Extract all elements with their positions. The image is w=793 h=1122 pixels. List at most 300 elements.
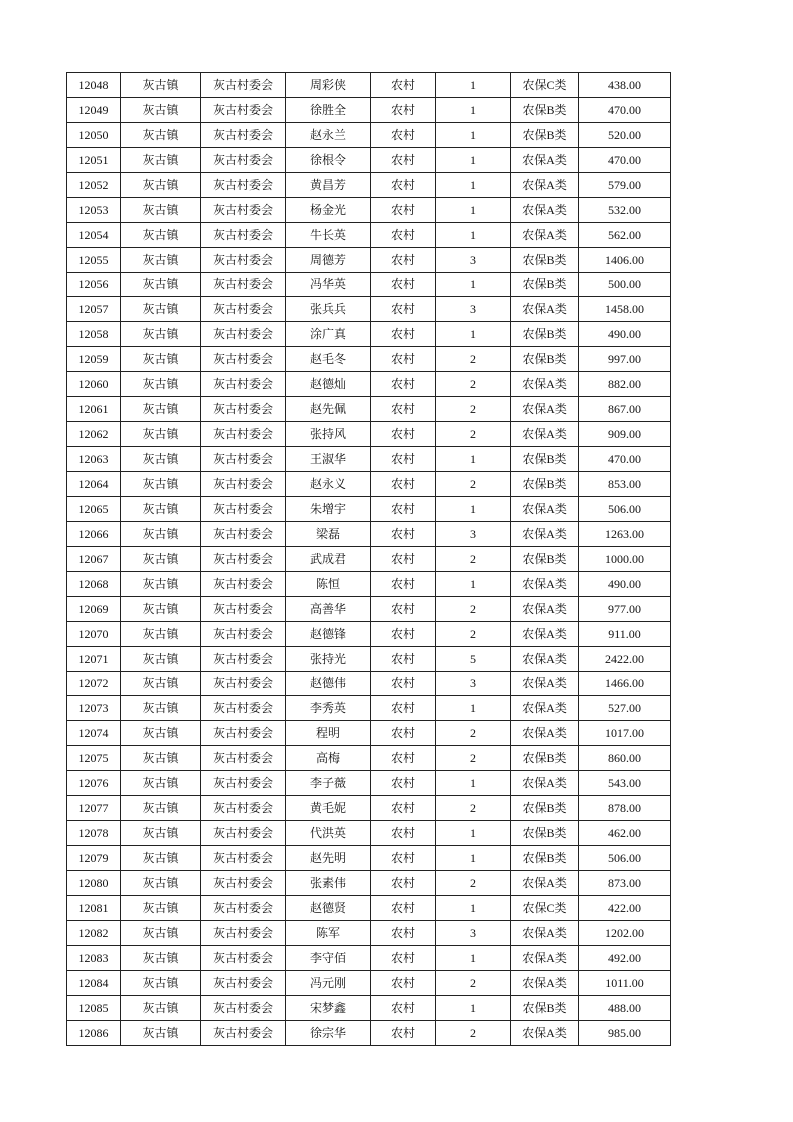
table-body [67, 73, 671, 1046]
household-size-cell: 2 [436, 397, 511, 422]
household-size-cell: 1 [436, 122, 511, 147]
village-committee-cell: 灰古村委会 [201, 796, 286, 821]
village-committee-cell: 灰古村委会 [201, 372, 286, 397]
town-cell: 灰古镇 [121, 122, 201, 147]
town-cell: 灰古镇 [121, 297, 201, 322]
insurance-category-cell: 农保B类 [511, 472, 579, 497]
town-cell: 灰古镇 [121, 796, 201, 821]
village-committee-cell: 灰古村委会 [201, 846, 286, 871]
town-cell: 灰古镇 [121, 147, 201, 172]
insurance-category-cell: 农保B类 [511, 447, 579, 472]
name-cell: 高善华 [286, 596, 371, 621]
table-row [67, 796, 671, 821]
household-size-cell: 2 [436, 1020, 511, 1045]
household-size-cell: 1 [436, 496, 511, 521]
household-size-cell: 2 [436, 347, 511, 372]
amount-cell: 1458.00 [579, 297, 671, 322]
amount-cell: 470.00 [579, 97, 671, 122]
village-committee-cell: 灰古村委会 [201, 895, 286, 920]
name-cell: 牛长英 [286, 222, 371, 247]
name-cell: 赵德伟 [286, 671, 371, 696]
household-type-cell: 农村 [371, 970, 436, 995]
household-type-cell: 农村 [371, 821, 436, 846]
household-size-cell: 1 [436, 447, 511, 472]
town-cell: 灰古镇 [121, 621, 201, 646]
town-cell: 灰古镇 [121, 846, 201, 871]
record-id-cell: 12051 [67, 147, 121, 172]
town-cell: 灰古镇 [121, 222, 201, 247]
town-cell: 灰古镇 [121, 496, 201, 521]
household-size-cell: 1 [436, 995, 511, 1020]
town-cell: 灰古镇 [121, 646, 201, 671]
amount-cell: 490.00 [579, 322, 671, 347]
amount-cell: 490.00 [579, 571, 671, 596]
records-table [66, 72, 671, 1046]
insurance-category-cell: 农保A类 [511, 521, 579, 546]
amount-cell: 853.00 [579, 472, 671, 497]
record-id-cell: 12059 [67, 347, 121, 372]
household-type-cell: 农村 [371, 995, 436, 1020]
table-row [67, 920, 671, 945]
insurance-category-cell: 农保B类 [511, 846, 579, 871]
record-id-cell: 12057 [67, 297, 121, 322]
household-type-cell: 农村 [371, 197, 436, 222]
table-row [67, 172, 671, 197]
household-size-cell: 3 [436, 297, 511, 322]
record-id-cell: 12075 [67, 746, 121, 771]
village-committee-cell: 灰古村委会 [201, 945, 286, 970]
town-cell: 灰古镇 [121, 1020, 201, 1045]
name-cell: 武成君 [286, 546, 371, 571]
household-type-cell: 农村 [371, 222, 436, 247]
record-id-cell: 12063 [67, 447, 121, 472]
name-cell: 张素伟 [286, 871, 371, 896]
village-committee-cell: 灰古村委会 [201, 347, 286, 372]
name-cell: 李秀英 [286, 696, 371, 721]
record-id-cell: 12074 [67, 721, 121, 746]
town-cell: 灰古镇 [121, 995, 201, 1020]
table-row [67, 347, 671, 372]
village-committee-cell: 灰古村委会 [201, 197, 286, 222]
insurance-category-cell: 农保A类 [511, 945, 579, 970]
household-size-cell: 2 [436, 796, 511, 821]
amount-cell: 470.00 [579, 147, 671, 172]
household-type-cell: 农村 [371, 571, 436, 596]
town-cell: 灰古镇 [121, 322, 201, 347]
insurance-category-cell: 农保A类 [511, 920, 579, 945]
record-id-cell: 12079 [67, 846, 121, 871]
household-type-cell: 农村 [371, 871, 436, 896]
record-id-cell: 12081 [67, 895, 121, 920]
name-cell: 赵德贤 [286, 895, 371, 920]
amount-cell: 1406.00 [579, 247, 671, 272]
insurance-category-cell: 农保A类 [511, 871, 579, 896]
household-type-cell: 农村 [371, 521, 436, 546]
name-cell: 宋梦鑫 [286, 995, 371, 1020]
household-size-cell: 3 [436, 671, 511, 696]
household-size-cell: 1 [436, 821, 511, 846]
name-cell: 徐宗华 [286, 1020, 371, 1045]
record-id-cell: 12055 [67, 247, 121, 272]
table-row [67, 995, 671, 1020]
name-cell: 徐根令 [286, 147, 371, 172]
record-id-cell: 12068 [67, 571, 121, 596]
town-cell: 灰古镇 [121, 521, 201, 546]
household-size-cell: 1 [436, 571, 511, 596]
household-size-cell: 1 [436, 97, 511, 122]
household-type-cell: 农村 [371, 322, 436, 347]
household-size-cell: 2 [436, 472, 511, 497]
insurance-category-cell: 农保A类 [511, 297, 579, 322]
town-cell: 灰古镇 [121, 821, 201, 846]
table-row [67, 322, 671, 347]
name-cell: 徐胜全 [286, 97, 371, 122]
household-size-cell: 2 [436, 746, 511, 771]
name-cell: 黄毛妮 [286, 796, 371, 821]
village-committee-cell: 灰古村委会 [201, 1020, 286, 1045]
insurance-category-cell: 农保A类 [511, 721, 579, 746]
household-type-cell: 农村 [371, 621, 436, 646]
town-cell: 灰古镇 [121, 945, 201, 970]
town-cell: 灰古镇 [121, 73, 201, 98]
household-type-cell: 农村 [371, 272, 436, 297]
village-committee-cell: 灰古村委会 [201, 422, 286, 447]
household-type-cell: 农村 [371, 447, 436, 472]
table-row [67, 871, 671, 896]
insurance-category-cell: 农保B类 [511, 247, 579, 272]
household-size-cell: 1 [436, 322, 511, 347]
household-type-cell: 农村 [371, 746, 436, 771]
record-id-cell: 12073 [67, 696, 121, 721]
name-cell: 赵毛冬 [286, 347, 371, 372]
amount-cell: 1017.00 [579, 721, 671, 746]
record-id-cell: 12077 [67, 796, 121, 821]
name-cell: 黄昌芳 [286, 172, 371, 197]
household-size-cell: 1 [436, 846, 511, 871]
household-size-cell: 1 [436, 895, 511, 920]
household-type-cell: 农村 [371, 247, 436, 272]
insurance-category-cell: 农保A类 [511, 696, 579, 721]
household-type-cell: 农村 [371, 945, 436, 970]
village-committee-cell: 灰古村委会 [201, 297, 286, 322]
household-size-cell: 2 [436, 422, 511, 447]
village-committee-cell: 灰古村委会 [201, 621, 286, 646]
insurance-category-cell: 农保A类 [511, 1020, 579, 1045]
amount-cell: 1011.00 [579, 970, 671, 995]
record-id-cell: 12066 [67, 521, 121, 546]
record-id-cell: 12061 [67, 397, 121, 422]
village-committee-cell: 灰古村委会 [201, 472, 286, 497]
household-size-cell: 3 [436, 247, 511, 272]
name-cell: 张持风 [286, 422, 371, 447]
town-cell: 灰古镇 [121, 397, 201, 422]
name-cell: 杨金光 [286, 197, 371, 222]
village-committee-cell: 灰古村委会 [201, 546, 286, 571]
amount-cell: 506.00 [579, 846, 671, 871]
name-cell: 张兵兵 [286, 297, 371, 322]
name-cell: 赵永兰 [286, 122, 371, 147]
household-type-cell: 农村 [371, 895, 436, 920]
amount-cell: 882.00 [579, 372, 671, 397]
town-cell: 灰古镇 [121, 546, 201, 571]
name-cell: 周彩侠 [286, 73, 371, 98]
town-cell: 灰古镇 [121, 771, 201, 796]
record-id-cell: 12050 [67, 122, 121, 147]
town-cell: 灰古镇 [121, 272, 201, 297]
table-row [67, 571, 671, 596]
town-cell: 灰古镇 [121, 746, 201, 771]
town-cell: 灰古镇 [121, 372, 201, 397]
household-type-cell: 农村 [371, 122, 436, 147]
town-cell: 灰古镇 [121, 347, 201, 372]
record-id-cell: 12067 [67, 546, 121, 571]
insurance-category-cell: 农保B类 [511, 97, 579, 122]
town-cell: 灰古镇 [121, 97, 201, 122]
record-id-cell: 12052 [67, 172, 121, 197]
insurance-category-cell: 农保A类 [511, 671, 579, 696]
amount-cell: 1202.00 [579, 920, 671, 945]
amount-cell: 470.00 [579, 447, 671, 472]
record-id-cell: 12069 [67, 596, 121, 621]
household-type-cell: 农村 [371, 796, 436, 821]
record-id-cell: 12083 [67, 945, 121, 970]
record-id-cell: 12062 [67, 422, 121, 447]
table-row [67, 197, 671, 222]
amount-cell: 1000.00 [579, 546, 671, 571]
household-size-cell: 5 [436, 646, 511, 671]
household-type-cell: 农村 [371, 97, 436, 122]
table-row [67, 447, 671, 472]
household-type-cell: 农村 [371, 422, 436, 447]
amount-cell: 488.00 [579, 995, 671, 1020]
amount-cell: 506.00 [579, 496, 671, 521]
village-committee-cell: 灰古村委会 [201, 970, 286, 995]
amount-cell: 985.00 [579, 1020, 671, 1045]
town-cell: 灰古镇 [121, 571, 201, 596]
household-size-cell: 3 [436, 521, 511, 546]
name-cell: 赵德灿 [286, 372, 371, 397]
household-type-cell: 农村 [371, 397, 436, 422]
town-cell: 灰古镇 [121, 422, 201, 447]
table-row [67, 746, 671, 771]
household-size-cell: 1 [436, 945, 511, 970]
household-type-cell: 农村 [371, 671, 436, 696]
table-row [67, 671, 671, 696]
insurance-category-cell: 农保B类 [511, 796, 579, 821]
insurance-category-cell: 农保A类 [511, 172, 579, 197]
household-type-cell: 农村 [371, 496, 436, 521]
table-row [67, 621, 671, 646]
record-id-cell: 12058 [67, 322, 121, 347]
amount-cell: 492.00 [579, 945, 671, 970]
village-committee-cell: 灰古村委会 [201, 646, 286, 671]
name-cell: 代洪英 [286, 821, 371, 846]
household-type-cell: 农村 [371, 347, 436, 372]
table-row [67, 496, 671, 521]
town-cell: 灰古镇 [121, 871, 201, 896]
insurance-category-cell: 农保A类 [511, 422, 579, 447]
village-committee-cell: 灰古村委会 [201, 721, 286, 746]
amount-cell: 2422.00 [579, 646, 671, 671]
insurance-category-cell: 农保B类 [511, 546, 579, 571]
household-type-cell: 农村 [371, 372, 436, 397]
village-committee-cell: 灰古村委会 [201, 172, 286, 197]
table-row [67, 646, 671, 671]
amount-cell: 1263.00 [579, 521, 671, 546]
table-row [67, 372, 671, 397]
amount-cell: 911.00 [579, 621, 671, 646]
insurance-category-cell: 农保A类 [511, 571, 579, 596]
insurance-category-cell: 农保A类 [511, 621, 579, 646]
name-cell: 赵永义 [286, 472, 371, 497]
amount-cell: 422.00 [579, 895, 671, 920]
table-row [67, 696, 671, 721]
household-size-cell: 2 [436, 596, 511, 621]
record-id-cell: 12080 [67, 871, 121, 896]
insurance-category-cell: 农保A类 [511, 646, 579, 671]
village-committee-cell: 灰古村委会 [201, 995, 286, 1020]
name-cell: 冯华英 [286, 272, 371, 297]
household-size-cell: 1 [436, 272, 511, 297]
town-cell: 灰古镇 [121, 696, 201, 721]
village-committee-cell: 灰古村委会 [201, 122, 286, 147]
town-cell: 灰古镇 [121, 447, 201, 472]
village-committee-cell: 灰古村委会 [201, 521, 286, 546]
village-committee-cell: 灰古村委会 [201, 596, 286, 621]
name-cell: 朱增宇 [286, 496, 371, 521]
table-row [67, 247, 671, 272]
household-size-cell: 1 [436, 172, 511, 197]
table-row [67, 846, 671, 871]
record-id-cell: 12064 [67, 472, 121, 497]
table-row [67, 945, 671, 970]
household-type-cell: 农村 [371, 297, 436, 322]
table-row [67, 821, 671, 846]
household-size-cell: 2 [436, 546, 511, 571]
village-committee-cell: 灰古村委会 [201, 771, 286, 796]
insurance-category-cell: 农保B类 [511, 347, 579, 372]
record-id-cell: 12056 [67, 272, 121, 297]
amount-cell: 1466.00 [579, 671, 671, 696]
household-size-cell: 2 [436, 871, 511, 896]
town-cell: 灰古镇 [121, 172, 201, 197]
name-cell: 梁磊 [286, 521, 371, 546]
household-size-cell: 2 [436, 372, 511, 397]
table-row [67, 521, 671, 546]
town-cell: 灰古镇 [121, 472, 201, 497]
amount-cell: 462.00 [579, 821, 671, 846]
name-cell: 张持光 [286, 646, 371, 671]
household-type-cell: 农村 [371, 920, 436, 945]
village-committee-cell: 灰古村委会 [201, 272, 286, 297]
name-cell: 程明 [286, 721, 371, 746]
village-committee-cell: 灰古村委会 [201, 147, 286, 172]
table-row [67, 422, 671, 447]
table-row [67, 596, 671, 621]
table-row [67, 895, 671, 920]
village-committee-cell: 灰古村委会 [201, 496, 286, 521]
record-id-cell: 12049 [67, 97, 121, 122]
insurance-category-cell: 农保B类 [511, 272, 579, 297]
table-row [67, 73, 671, 98]
town-cell: 灰古镇 [121, 920, 201, 945]
record-id-cell: 12072 [67, 671, 121, 696]
amount-cell: 997.00 [579, 347, 671, 372]
village-committee-cell: 灰古村委会 [201, 222, 286, 247]
household-size-cell: 3 [436, 920, 511, 945]
household-size-cell: 2 [436, 721, 511, 746]
household-type-cell: 农村 [371, 546, 436, 571]
town-cell: 灰古镇 [121, 721, 201, 746]
village-committee-cell: 灰古村委会 [201, 571, 286, 596]
village-committee-cell: 灰古村委会 [201, 871, 286, 896]
insurance-category-cell: 农保A类 [511, 596, 579, 621]
household-type-cell: 农村 [371, 846, 436, 871]
table-row [67, 97, 671, 122]
town-cell: 灰古镇 [121, 970, 201, 995]
household-type-cell: 农村 [371, 596, 436, 621]
amount-cell: 977.00 [579, 596, 671, 621]
record-id-cell: 12048 [67, 73, 121, 98]
insurance-category-cell: 农保A类 [511, 397, 579, 422]
table-row [67, 297, 671, 322]
village-committee-cell: 灰古村委会 [201, 671, 286, 696]
insurance-category-cell: 农保A类 [511, 372, 579, 397]
household-size-cell: 1 [436, 73, 511, 98]
town-cell: 灰古镇 [121, 895, 201, 920]
record-id-cell: 12060 [67, 372, 121, 397]
record-id-cell: 12086 [67, 1020, 121, 1045]
insurance-category-cell: 农保B类 [511, 995, 579, 1020]
name-cell: 陈恒 [286, 571, 371, 596]
name-cell: 王淑华 [286, 447, 371, 472]
record-id-cell: 12053 [67, 197, 121, 222]
name-cell: 李子薇 [286, 771, 371, 796]
amount-cell: 878.00 [579, 796, 671, 821]
household-size-cell: 2 [436, 621, 511, 646]
town-cell: 灰古镇 [121, 596, 201, 621]
table-row [67, 472, 671, 497]
village-committee-cell: 灰古村委会 [201, 696, 286, 721]
household-type-cell: 农村 [371, 696, 436, 721]
amount-cell: 520.00 [579, 122, 671, 147]
household-size-cell: 1 [436, 771, 511, 796]
table-row [67, 771, 671, 796]
town-cell: 灰古镇 [121, 247, 201, 272]
name-cell: 赵先明 [286, 846, 371, 871]
table-row [67, 272, 671, 297]
village-committee-cell: 灰古村委会 [201, 97, 286, 122]
insurance-category-cell: 农保A类 [511, 197, 579, 222]
village-committee-cell: 灰古村委会 [201, 746, 286, 771]
name-cell: 周德芳 [286, 247, 371, 272]
table-row [67, 721, 671, 746]
insurance-category-cell: 农保A类 [511, 147, 579, 172]
record-id-cell: 12054 [67, 222, 121, 247]
amount-cell: 909.00 [579, 422, 671, 447]
name-cell: 冯元刚 [286, 970, 371, 995]
amount-cell: 438.00 [579, 73, 671, 98]
name-cell: 李守佰 [286, 945, 371, 970]
insurance-category-cell: 农保A类 [511, 970, 579, 995]
household-type-cell: 农村 [371, 472, 436, 497]
table-row [67, 1020, 671, 1045]
name-cell: 涂广真 [286, 322, 371, 347]
record-id-cell: 12084 [67, 970, 121, 995]
household-size-cell: 2 [436, 970, 511, 995]
household-size-cell: 1 [436, 696, 511, 721]
record-id-cell: 12076 [67, 771, 121, 796]
